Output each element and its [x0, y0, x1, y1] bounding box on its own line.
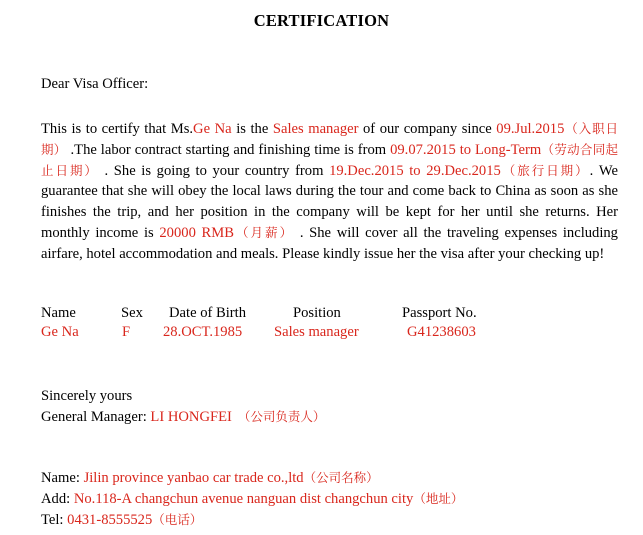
monthly-income-note: （月薪）: [233, 224, 295, 240]
general-manager-line: [41, 407, 325, 428]
company-phone-label: Tel:: [41, 511, 68, 528]
info-table-header: [0, 305, 643, 325]
body-text-1: This is to certify that Ms.: [41, 121, 194, 137]
general-manager-name: LI HONGFEI: [150, 408, 232, 425]
employee-name: Ge Na: [193, 121, 232, 137]
body-text-4: .The labor contract starting and finishing time is from: [66, 141, 391, 158]
header-date-of-birth: Date of Birth: [169, 305, 247, 321]
body-text-6: . We guarantee that she will obey the local laws during the tour and come back to China as soon as she finishes the trip, and her position in the company will be kept for her until she returns. Her monthly income is: [41, 162, 618, 241]
cell-sex: F: [122, 324, 131, 340]
company-address: No.118-A changchun avenue nanguan dist changchun city: [73, 490, 414, 507]
certification-paragraph: [41, 119, 618, 265]
header-passport: Passport No.: [402, 305, 477, 321]
cell-name: Ge Na: [41, 324, 79, 340]
monthly-income: 20000 RMB: [159, 224, 234, 241]
cell-position: Sales manager: [274, 324, 359, 340]
document-title: CERTIFICATION: [253, 11, 390, 30]
employee-position: Sales manager: [272, 121, 359, 137]
greeting: Dear Visa Officer:: [41, 76, 149, 92]
company-name: Jilin province yanbao car trade co.,ltd: [83, 470, 304, 486]
closing: Sincerely yours: [41, 388, 133, 404]
company-address-label: Add:: [41, 490, 74, 507]
company-phone-line: [41, 510, 463, 531]
contract-range: 09.07.2015 to Long-Term: [390, 141, 542, 158]
general-manager-note: （公司负责人）: [237, 408, 326, 424]
employment-date: 09.Jul.2015: [496, 121, 565, 137]
body-text-5: . She is going to your country from: [98, 162, 330, 179]
body-text-3: of our company since: [358, 121, 497, 137]
company-contact-block: [41, 468, 463, 530]
company-address-line: [41, 489, 463, 510]
travel-range-note: （旅行日期）: [500, 162, 590, 178]
company-phone: 0431-8555525: [67, 511, 153, 528]
header-name: Name: [41, 305, 76, 321]
header-sex: Sex: [121, 305, 143, 321]
travel-range: 19.Dec.2015 to 29.Dec.2015: [329, 162, 501, 179]
company-name-label: Name:: [41, 470, 84, 486]
info-table-row: [0, 324, 643, 344]
company-name-note: （公司名称）: [303, 470, 379, 485]
company-phone-note: （电话）: [152, 511, 203, 527]
employment-date-note: （入职日期）: [41, 121, 618, 157]
body-text-7: . She will cover all the traveling expenses including airfare, hotel accommodation and meals. Please kindly issue her the visa after your checking up!: [41, 224, 618, 262]
body-text-2: is the: [231, 121, 273, 137]
cell-date-of-birth: 28.OCT.1985: [163, 324, 243, 340]
signature-block: [41, 386, 325, 428]
general-manager-label: General Manager:: [41, 408, 151, 425]
company-address-note: （地址）: [413, 490, 464, 506]
cell-passport: G41238603: [407, 324, 476, 340]
header-position: Position: [293, 305, 341, 321]
company-name-line: [41, 468, 463, 489]
contract-range-note: （劳动合同起止日期）: [41, 141, 618, 178]
